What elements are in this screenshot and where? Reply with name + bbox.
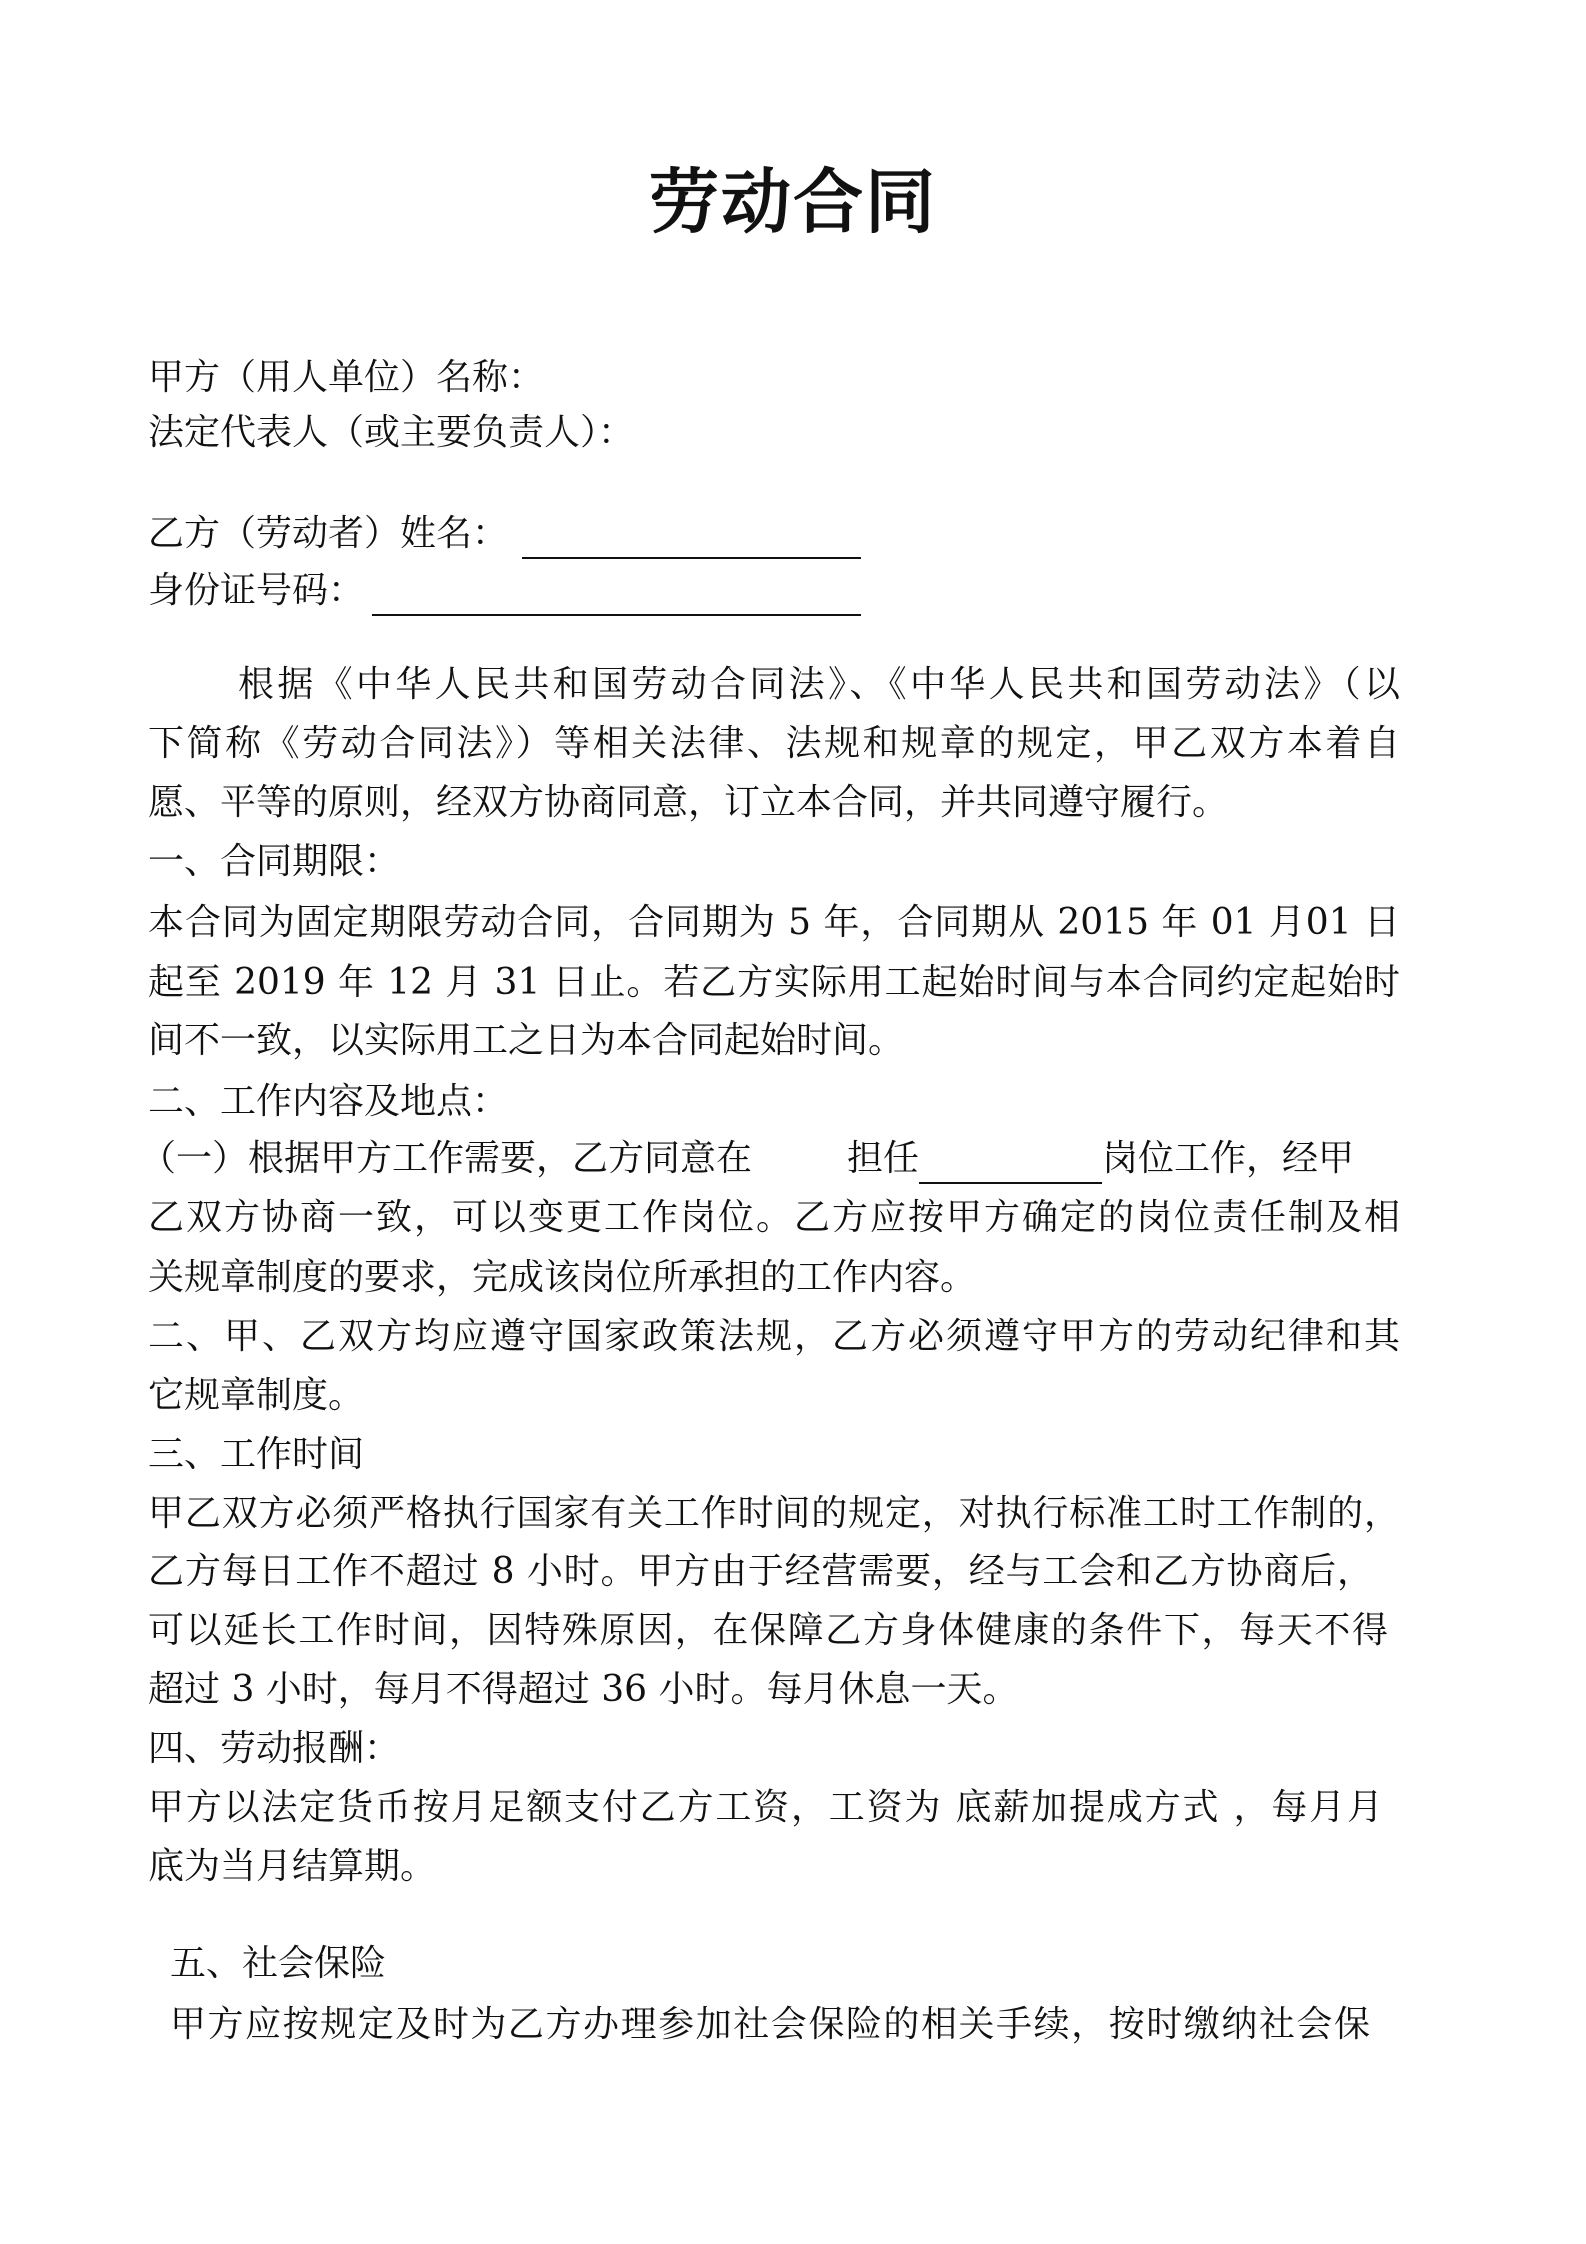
- paragraph-line: 底为当月结算期。: [148, 1846, 437, 1887]
- position-field[interactable]: [919, 1142, 1102, 1184]
- section-heading: 一、合同期限：: [148, 841, 401, 882]
- party-b-name-field[interactable]: [522, 517, 861, 559]
- paragraph-line: 可以延长工作时间，因特殊原因，在保障乙方身体健康的条件下，每天不得: [148, 1610, 1388, 1651]
- party-b-name-row: [148, 509, 1400, 559]
- party-b-name-label: 乙方（劳动者）姓名：: [148, 513, 509, 554]
- section-heading: 四、劳动报酬：: [148, 1728, 401, 1769]
- paragraph-line: 愿、平等的原则，经双方协商同意，订立本合同，并共同遵守履行。: [148, 782, 1229, 823]
- paragraph-line: 甲乙双方必须严格执行国家有关工作时间的规定，对执行标准工时工作制的，: [148, 1493, 1400, 1534]
- paragraph-line: 间不一致，以实际用工之日为本合同起始时间。: [148, 1020, 905, 1061]
- paragraph-line: 根据《中华人民共和国劳动合同法》、《中华人民共和国劳动法》（以: [238, 664, 1400, 705]
- paragraph-text: 担任: [847, 1138, 920, 1179]
- paragraph-line: 甲方应按规定及时为乙方办理参加社会保险的相关手续，按时缴纳社会保: [170, 2004, 1370, 2045]
- document-title: 劳动合同: [649, 160, 937, 243]
- section-heading: 三、工作时间: [148, 1434, 365, 1475]
- section-heading: 二、工作内容及地点：: [148, 1081, 509, 1122]
- section-heading: 五、社会保险: [170, 1943, 387, 1984]
- party-b-id-field[interactable]: [372, 574, 861, 616]
- paragraph-line: 下简称《劳动合同法》）等相关法律、法规和规章的规定，甲乙双方本着自: [148, 723, 1400, 764]
- paragraph-line: 关规章制度的要求，完成该岗位所承担的工作内容。: [148, 1257, 977, 1298]
- paragraph-line: 乙双方协商一致，可以变更工作岗位。乙方应按甲方确定的岗位责任制及相: [148, 1197, 1400, 1238]
- paragraph-line: 超过 3 小时，每月不得超过 36 小时。每月休息一天。: [148, 1669, 1019, 1710]
- paragraph-line: 甲方以法定货币按月足额支付乙方工资，工资为 底薪加提成方式 ，每月月: [148, 1787, 1383, 1828]
- party-b-id-label: 身份证号码：: [148, 570, 365, 611]
- position-row: [140, 1134, 1392, 1184]
- paragraph-line: 二、甲、乙双方均应遵守国家政策法规，乙方必须遵守甲方的劳动纪律和其: [148, 1316, 1400, 1357]
- paragraph-line: 它规章制度。: [148, 1375, 365, 1416]
- paragraph-line: 本合同为固定期限劳动合同，合同期为 5 年，合同期从 2015 年 01 月01 日: [148, 902, 1400, 943]
- party-a-rep-label: 法定代表人（或主要负责人）：: [148, 412, 635, 453]
- paragraph-line: 乙方每日工作不超过 8 小时。甲方由于经营需要，经与工会和乙方协商后，: [148, 1551, 1373, 1592]
- party-a-name-label: 甲方（用人单位）名称：: [148, 357, 545, 398]
- paragraph-text: （一）根据甲方工作需要，乙方同意在: [140, 1138, 753, 1179]
- paragraph-line: 起至 2019 年 12 月 31 日止。若乙方实际用工起始时间与本合同约定起始时: [148, 962, 1400, 1003]
- party-b-id-row: [148, 566, 1400, 616]
- paragraph-text: 岗位工作，经甲: [1102, 1138, 1355, 1179]
